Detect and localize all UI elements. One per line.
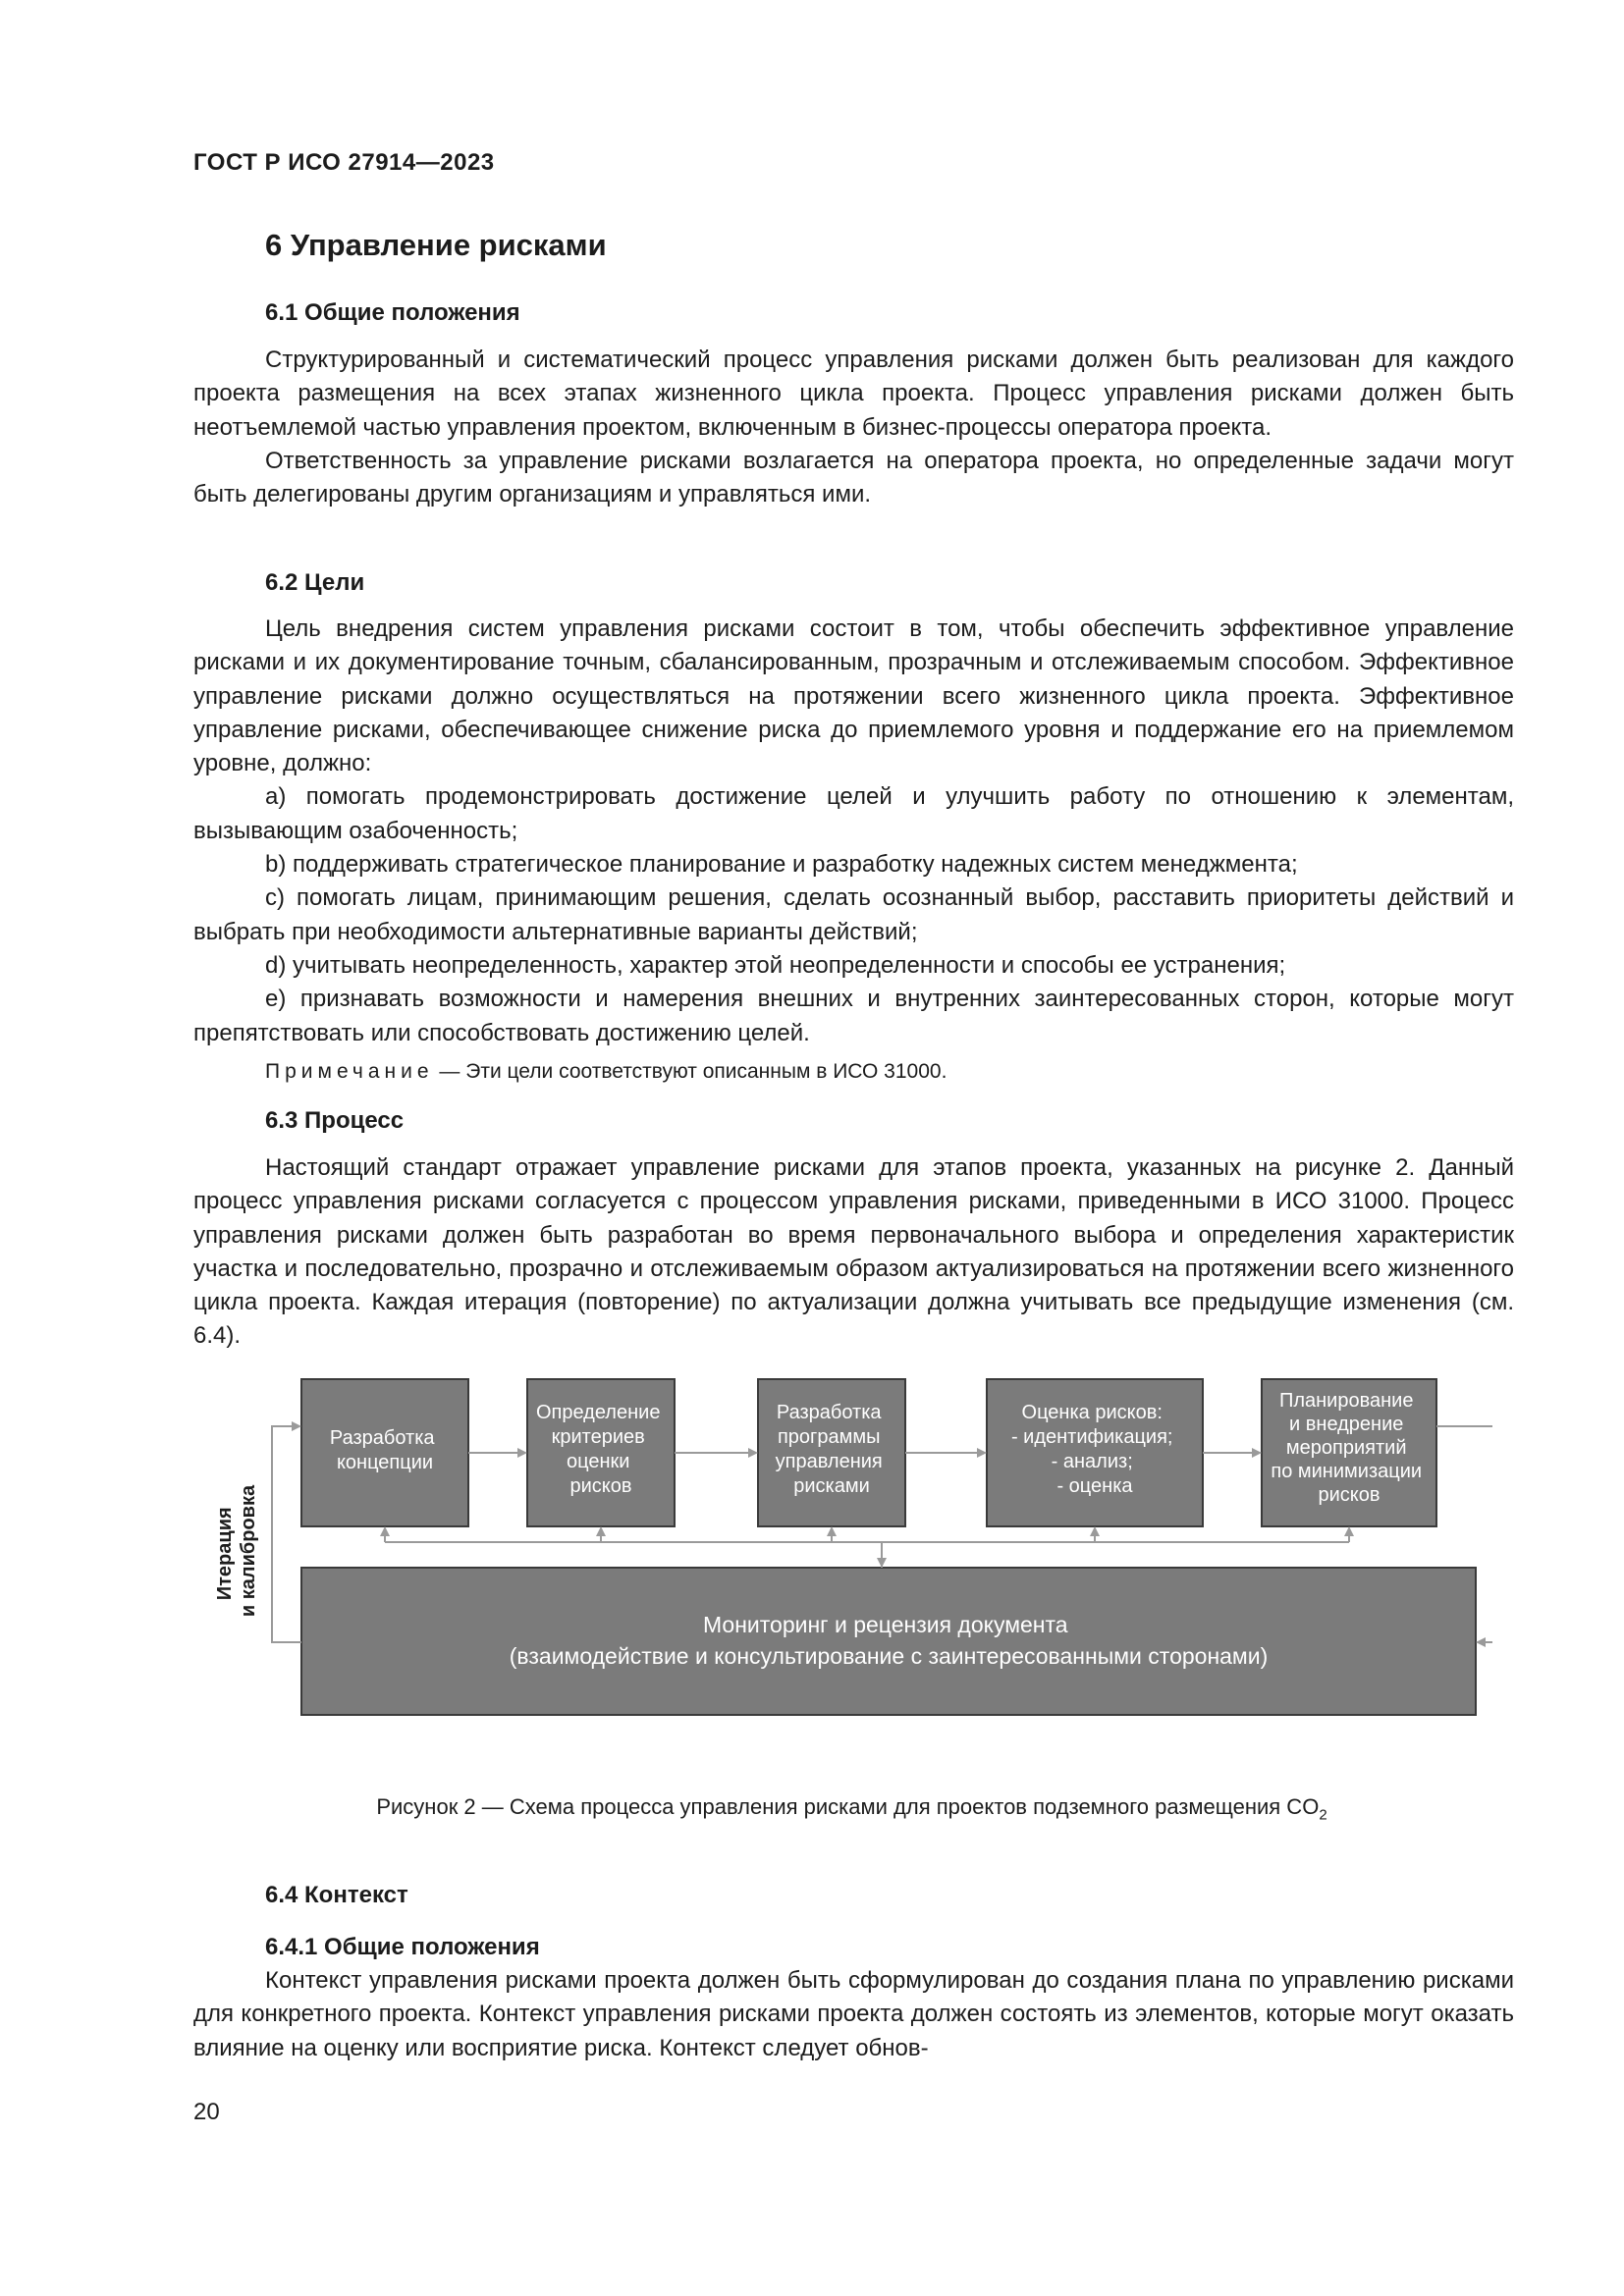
section-title: 6 Управление рисками [265, 228, 607, 262]
subsection-6-2-body [193, 613, 1514, 1050]
monitor-text-line: Мониторинг и рецензия документа [703, 1612, 1068, 1637]
note-text: — Эти цели соответствуют описанным в ИСО 31000. [433, 1060, 947, 1083]
document-header: ГОСТ Р ИСО 27914—2023 [193, 149, 495, 176]
box-text-line: - оценка [1056, 1475, 1133, 1497]
loop-left-arrowhead [292, 1421, 301, 1431]
note-label: Примечание [265, 1060, 434, 1083]
caption-subscript: 2 [1319, 1806, 1327, 1824]
box-text-line: оценки [566, 1451, 630, 1472]
arrowhead-3 [977, 1448, 987, 1458]
page-number: 20 [193, 2099, 220, 2125]
figure-caption [211, 1794, 1492, 1823]
subsection-6-4-1-title: 6.4.1 Общие положения [265, 1934, 540, 1960]
box-text-line: рисков [569, 1475, 632, 1497]
list-item: d) учитывать неопределенность, характер этой неопределенности и способы ее устранения; [265, 951, 1286, 979]
side-label-line-2: и калибровка [238, 1484, 259, 1618]
list-item: c) помогать лицам, принимающим решения, сделать осознанный выбор, расставить приоритеты действий и выбрать при необходимости альтернативные варианты действий; [193, 884, 1514, 945]
list-item: b) поддерживать стратегическое планирование и разработку надежных систем менеджмента; [265, 851, 1298, 879]
arrowhead-2 [748, 1448, 758, 1458]
subsection-6-4-title: 6.4 Контекст [265, 1882, 408, 1908]
paragraph: Настоящий стандарт отражает управление рисками для этапов проекта, указанных на рисунке 2. Данный процесс управления рисками согласуется с процессом управления рисками, приведенными в ИСО 31000. Процесс управления рисками должен быть разработан во время первоначального выбора и определения характеристик участка и последовательно, прозрачно и отслеживаемым образом актуализироваться на протяжении всего жизненного цикла проекта. Каждая итерация (повторение) по актуализации должна учитывать все предыдущие изменения (см. 6.4). [193, 1154, 1514, 1350]
arrowhead-4 [1252, 1448, 1262, 1458]
box-text-line: концепции [336, 1452, 434, 1473]
bus-arrowhead-2 [596, 1526, 606, 1536]
list-item: e) признавать возможности и намерения внешних и внутренних заинтересованных сторон, которые могут препятствовать или способствовать достижению целей. [193, 986, 1514, 1046]
box-text-line: и внедрение [1289, 1414, 1404, 1435]
box-text-line: программы [777, 1426, 881, 1448]
box-text-line: Разработка [776, 1402, 882, 1423]
box-text-line: Разработка [329, 1427, 435, 1449]
subsection-6-1-title: 6.1 Общие положения [265, 299, 520, 326]
bus-arrowhead-3 [827, 1526, 837, 1536]
bus-arrowhead-5 [1344, 1526, 1354, 1536]
subsection-6-4-1-body [193, 1964, 1514, 2065]
paragraph: Ответственность за управление рисками возлагается на оператора проекта, но определенные задачи могут быть делегированы другим организациям и управляться ими. [193, 447, 1514, 508]
diagram-svg [211, 1360, 1492, 1791]
box-text-line: рисков [1318, 1484, 1380, 1506]
list-item: a) помогать продемонстрировать достижение целей и улучшить работу по отношению к элементам, вызывающим озабоченность; [193, 783, 1514, 844]
subsection-6-3-title: 6.3 Процесс [265, 1107, 405, 1134]
box-text-line: рисками [793, 1475, 870, 1497]
risk-process-diagram [211, 1360, 1492, 1791]
box-text-line: управления [775, 1451, 883, 1472]
paragraph: Цель внедрения систем управления рисками состоит в том, чтобы обеспечить эффективное управление рисками и их документирование точным, сбалансированным, прозрачным и отслеживаемым способом. Эффективное управление рисками должно осуществляться на протяжении всего жизненного цикла проекта. Эффективное управление рисками, обеспечивающее снижение риска до приемлемого уровня и поддержание его на приемлемом уровне, должно: [193, 615, 1514, 777]
paragraph: Структурированный и систематический процесс управления рисками должен быть реализован для каждого проекта размещения на всех этапах жизненного цикла проекта. Процесс управления рисками должен быть неотъемлемой частью управления проектом, включенным в бизнес-процессы оператора проекта. [193, 347, 1514, 441]
box-text-line: Оценка рисков: [1021, 1402, 1163, 1423]
bus-arrowhead-1 [380, 1526, 390, 1536]
side-label [214, 1484, 259, 1617]
bus-to-monitor-arrowhead [877, 1558, 887, 1568]
subsection-6-1-body [193, 344, 1514, 511]
box-text-line: - идентификация; [1010, 1426, 1173, 1448]
bus-arrowhead-4 [1090, 1526, 1100, 1536]
box-text-line: - анализ; [1051, 1451, 1133, 1472]
monitor-text-line: (взаимодействие и консультирование с заинтересованными сторонами) [509, 1643, 1269, 1669]
box-text-line: критериев [551, 1426, 645, 1448]
paragraph: Контекст управления рисками проекта должен быть сформулирован до создания плана по управлению рисками для конкретного проекта. Контекст управления рисками проекта должен состоять из элементов, которые могут оказать влияние на оценку или восприятие риска. Контекст следует обнов- [193, 1967, 1514, 2061]
box-text-line: Определение [535, 1402, 661, 1423]
loop-left [272, 1426, 301, 1642]
box-text-line: Планирование [1278, 1390, 1414, 1412]
box-text-line: по минимизации [1271, 1461, 1423, 1482]
note [265, 1060, 947, 1084]
arrowhead-1 [517, 1448, 527, 1458]
box-monitoring [301, 1568, 1476, 1715]
subsection-6-3-body [193, 1151, 1514, 1354]
caption-text: Рисунок 2 — Схема процесса управления рисками для проектов подземного размещения CO [376, 1794, 1320, 1819]
subsection-6-2-title: 6.2 Цели [265, 569, 365, 596]
side-label-line-1: Итерация [214, 1507, 236, 1601]
loop-right-arrowhead [1476, 1637, 1486, 1647]
box-text-line: мероприятий [1285, 1437, 1407, 1459]
